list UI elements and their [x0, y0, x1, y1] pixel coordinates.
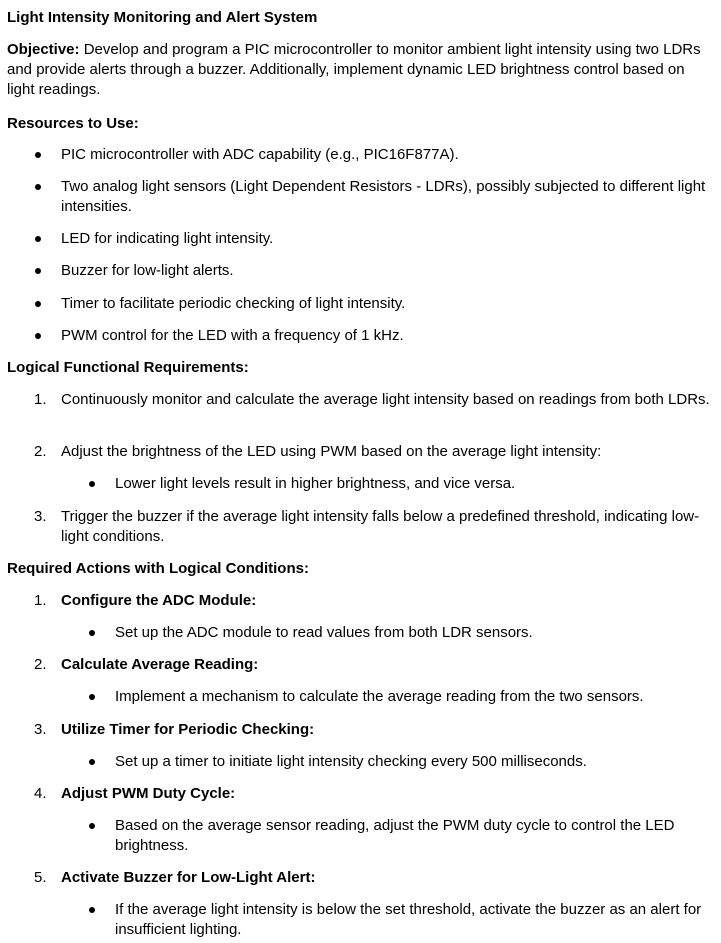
objective-text: Develop and program a PIC microcontroller to monitor ambient light intensity using two LDRs and provide alerts through a buzzer. Additionally, implement dynamic LED brightness control based on light readings. [7, 41, 701, 98]
resource-item: Timer to facilitate periodic checking of light intensity. [61, 295, 406, 312]
list-number: 2. [34, 656, 47, 673]
action-title: Activate Buzzer for Low-Light Alert: [61, 869, 316, 886]
list-number: 1. [34, 592, 47, 609]
bullet-icon [89, 907, 95, 913]
objective-paragraph [7, 40, 715, 100]
logical-heading: Logical Functional Requirements: [7, 359, 249, 376]
bullet-icon [35, 184, 41, 190]
resource-item: LED for indicating light intensity. [61, 230, 274, 247]
list-number: 3. [34, 508, 47, 525]
bullet-icon [89, 630, 95, 636]
bullet-icon [89, 823, 95, 829]
action-detail: If the average light intensity is below the set threshold, activate the buzzer as an alert for insufficient lighting. [115, 901, 702, 938]
bullet-icon [89, 481, 95, 487]
bullet-icon [35, 152, 41, 158]
bullet-icon [35, 333, 41, 339]
actions-heading: Required Actions with Logical Conditions: [7, 560, 309, 577]
bullet-icon [89, 759, 95, 765]
document-title: Light Intensity Monitoring and Alert System [7, 9, 318, 26]
action-title: Calculate Average Reading: [61, 656, 259, 673]
action-detail: Based on the average sensor reading, adjust the PWM duty cycle to control the LED brightness. [115, 817, 675, 854]
bullet-icon [35, 301, 41, 307]
list-number: 1. [34, 391, 47, 408]
action-title: Configure the ADC Module: [61, 592, 257, 609]
bullet-icon [35, 236, 41, 242]
resource-item: Two analog light sensors (Light Dependent Resistors - LDRs), possibly subjected to different light intensities. [61, 178, 706, 215]
bullet-icon [35, 268, 41, 274]
logical-subitem: Lower light levels result in higher brightness, and vice versa. [115, 475, 516, 492]
resource-item: PWM control for the LED with a frequency of 1 kHz. [61, 327, 404, 344]
action-detail: Set up the ADC module to read values from both LDR sensors. [115, 624, 533, 641]
action-detail: Implement a mechanism to calculate the average reading from the two sensors. [115, 688, 644, 705]
list-number: 3. [34, 721, 47, 738]
objective-label: Objective: [7, 41, 80, 58]
action-title: Utilize Timer for Periodic Checking: [61, 721, 315, 738]
logical-item: Adjust the brightness of the LED using PWM based on the average light intensity: [61, 443, 602, 460]
logical-item: Continuously monitor and calculate the average light intensity based on readings from both LDRs. [61, 391, 710, 408]
list-number: 2. [34, 443, 47, 460]
resources-heading: Resources to Use: [7, 115, 139, 132]
list-number: 5. [34, 869, 47, 886]
bullet-icon [89, 694, 95, 700]
list-number: 4. [34, 785, 47, 802]
resource-item: PIC microcontroller with ADC capability (e.g., PIC16F877A). [61, 146, 459, 163]
action-detail: Set up a timer to initiate light intensity checking every 500 milliseconds. [115, 753, 587, 770]
logical-item: Trigger the buzzer if the average light intensity falls below a predefined threshold, indicating low-light conditions. [61, 508, 700, 545]
resource-item: Buzzer for low-light alerts. [61, 262, 234, 279]
action-title: Adjust PWM Duty Cycle: [61, 785, 236, 802]
